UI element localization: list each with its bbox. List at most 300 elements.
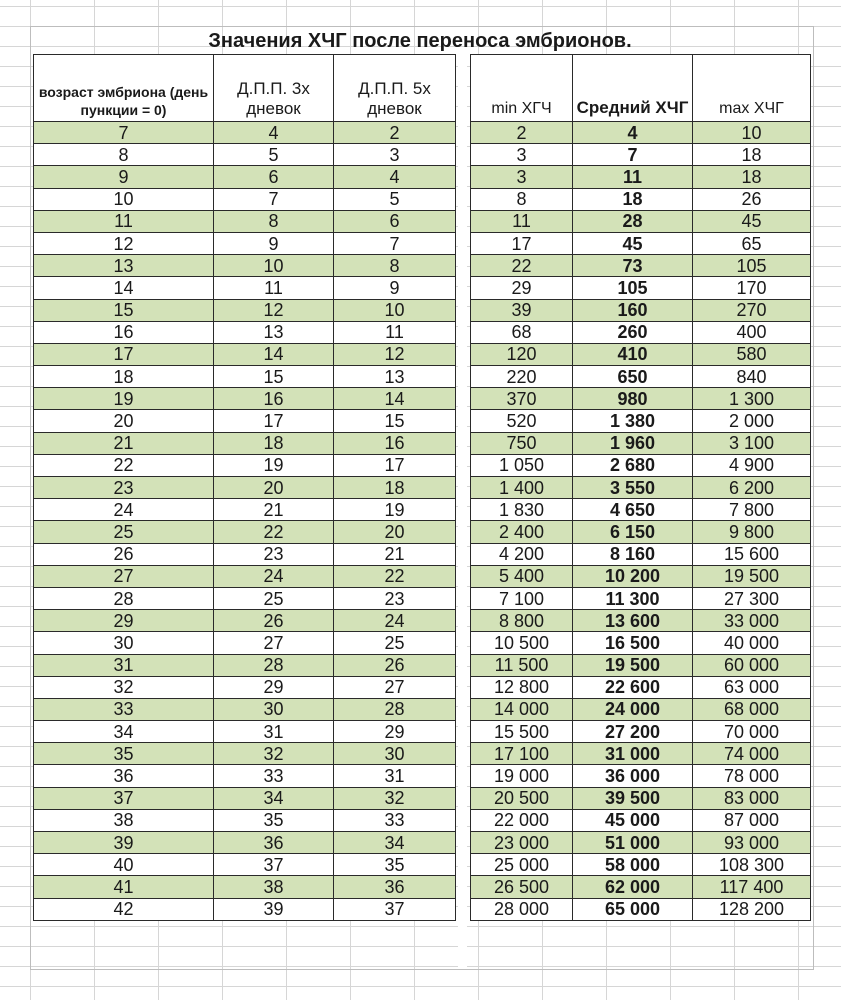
cell-min-hcg[interactable]: 1 400 (471, 477, 573, 499)
cell-dpp-5day[interactable]: 31 (334, 765, 456, 787)
table-row[interactable] (471, 587, 811, 609)
cell-min-hcg[interactable]: 370 (471, 388, 573, 410)
cell-dpp-3day[interactable]: 32 (214, 743, 334, 765)
cell-dpp-3day[interactable]: 21 (214, 499, 334, 521)
cell-dpp-3day[interactable]: 38 (214, 876, 334, 898)
cell-embryo-age[interactable]: 25 (34, 521, 214, 543)
cell-embryo-age[interactable]: 41 (34, 876, 214, 898)
cell-embryo-age[interactable]: 30 (34, 632, 214, 654)
cell-embryo-age[interactable]: 14 (34, 277, 214, 299)
cell-min-hcg[interactable]: 750 (471, 432, 573, 454)
cell-mean-hcg[interactable]: 27 200 (573, 721, 693, 743)
cell-max-hcg[interactable]: 83 000 (693, 787, 811, 809)
cell-dpp-3day[interactable]: 35 (214, 809, 334, 831)
table-row[interactable] (471, 876, 811, 898)
cell-max-hcg[interactable]: 2 000 (693, 410, 811, 432)
cell-min-hcg[interactable]: 68 (471, 321, 573, 343)
cell-dpp-3day[interactable]: 33 (214, 765, 334, 787)
table-row[interactable] (471, 454, 811, 476)
cell-dpp-5day[interactable]: 32 (334, 787, 456, 809)
header-embryo-age[interactable]: возраст эмбриона (день пункции = 0) (34, 55, 214, 122)
cell-max-hcg[interactable]: 840 (693, 366, 811, 388)
table-row[interactable] (34, 432, 456, 454)
table-row[interactable] (34, 388, 456, 410)
cell-max-hcg[interactable]: 1 300 (693, 388, 811, 410)
cell-dpp-5day[interactable]: 17 (334, 454, 456, 476)
cell-max-hcg[interactable]: 4 900 (693, 454, 811, 476)
cell-mean-hcg[interactable]: 980 (573, 388, 693, 410)
cell-mean-hcg[interactable]: 22 600 (573, 676, 693, 698)
table-row[interactable] (34, 632, 456, 654)
cell-dpp-5day[interactable]: 37 (334, 898, 456, 920)
column-gap (458, 54, 467, 968)
cell-mean-hcg[interactable]: 4 (573, 122, 693, 144)
table-row[interactable] (34, 521, 456, 543)
header-dpp-3day[interactable]: Д.П.П. 3х дневок (214, 55, 334, 122)
cell-max-hcg[interactable]: 78 000 (693, 765, 811, 787)
cell-mean-hcg[interactable]: 39 500 (573, 787, 693, 809)
cell-dpp-5day[interactable]: 9 (334, 277, 456, 299)
cell-min-hcg[interactable]: 39 (471, 299, 573, 321)
cell-max-hcg[interactable]: 15 600 (693, 543, 811, 565)
table-row[interactable] (471, 432, 811, 454)
cell-dpp-5day[interactable]: 23 (334, 587, 456, 609)
cell-embryo-age[interactable]: 23 (34, 477, 214, 499)
table-row[interactable] (471, 832, 811, 854)
cell-min-hcg[interactable]: 29 (471, 277, 573, 299)
cell-min-hcg[interactable]: 3 (471, 144, 573, 166)
cell-embryo-age[interactable]: 24 (34, 499, 214, 521)
table-row[interactable] (34, 188, 456, 210)
cell-dpp-3day[interactable]: 31 (214, 721, 334, 743)
cell-min-hcg[interactable]: 25 000 (471, 854, 573, 876)
cell-dpp-5day[interactable]: 6 (334, 210, 456, 232)
table-row[interactable] (34, 698, 456, 720)
cell-max-hcg[interactable]: 18 (693, 166, 811, 188)
cell-embryo-age[interactable]: 22 (34, 454, 214, 476)
cell-dpp-3day[interactable]: 39 (214, 898, 334, 920)
table-row[interactable] (471, 232, 811, 254)
table-row[interactable] (34, 366, 456, 388)
cell-dpp-3day[interactable]: 10 (214, 255, 334, 277)
cell-min-hcg[interactable]: 2 400 (471, 521, 573, 543)
cell-dpp-5day[interactable]: 11 (334, 321, 456, 343)
cell-max-hcg[interactable]: 45 (693, 210, 811, 232)
cell-mean-hcg[interactable]: 45 (573, 232, 693, 254)
table-row[interactable] (34, 343, 456, 365)
cell-min-hcg[interactable]: 3 (471, 166, 573, 188)
cell-dpp-3day[interactable]: 37 (214, 854, 334, 876)
table-row[interactable] (34, 721, 456, 743)
cell-embryo-age[interactable]: 33 (34, 698, 214, 720)
cell-min-hcg[interactable]: 7 100 (471, 587, 573, 609)
cell-mean-hcg[interactable]: 11 (573, 166, 693, 188)
cell-embryo-age[interactable]: 20 (34, 410, 214, 432)
table-row[interactable] (34, 809, 456, 831)
table-row[interactable] (34, 410, 456, 432)
cell-embryo-age[interactable]: 10 (34, 188, 214, 210)
table-row[interactable] (471, 898, 811, 920)
cell-min-hcg[interactable]: 12 800 (471, 676, 573, 698)
cell-max-hcg[interactable]: 10 (693, 122, 811, 144)
cell-max-hcg[interactable]: 65 (693, 232, 811, 254)
page-title: Значения ХЧГ после переноса эмбрионов. (208, 30, 632, 52)
cell-mean-hcg[interactable]: 11 300 (573, 587, 693, 609)
cell-mean-hcg[interactable]: 31 000 (573, 743, 693, 765)
table-row[interactable] (471, 166, 811, 188)
table-row[interactable] (471, 787, 811, 809)
cell-min-hcg[interactable]: 8 800 (471, 610, 573, 632)
cell-max-hcg[interactable]: 87 000 (693, 809, 811, 831)
cell-max-hcg[interactable]: 580 (693, 343, 811, 365)
cell-min-hcg[interactable]: 11 (471, 210, 573, 232)
cell-dpp-3day[interactable]: 18 (214, 432, 334, 454)
cell-dpp-5day[interactable]: 15 (334, 410, 456, 432)
cell-min-hcg[interactable]: 26 500 (471, 876, 573, 898)
cell-dpp-5day[interactable]: 24 (334, 610, 456, 632)
table-row[interactable] (34, 454, 456, 476)
table-row[interactable] (471, 543, 811, 565)
cell-max-hcg[interactable]: 105 (693, 255, 811, 277)
cell-dpp-5day[interactable]: 13 (334, 366, 456, 388)
cell-dpp-5day[interactable]: 18 (334, 477, 456, 499)
cell-dpp-5day[interactable]: 8 (334, 255, 456, 277)
cell-max-hcg[interactable]: 40 000 (693, 632, 811, 654)
table-row[interactable] (471, 321, 811, 343)
table-row[interactable] (34, 277, 456, 299)
cell-mean-hcg[interactable]: 2 680 (573, 454, 693, 476)
table-row[interactable] (471, 765, 811, 787)
table-row[interactable] (34, 587, 456, 609)
cell-dpp-5day[interactable]: 7 (334, 232, 456, 254)
cell-mean-hcg[interactable]: 7 (573, 144, 693, 166)
header-max-hcg[interactable]: max ХЧГ (693, 55, 811, 122)
cell-max-hcg[interactable]: 26 (693, 188, 811, 210)
table-row[interactable] (471, 698, 811, 720)
cell-max-hcg[interactable]: 18 (693, 144, 811, 166)
cell-mean-hcg[interactable]: 13 600 (573, 610, 693, 632)
cell-max-hcg[interactable]: 128 200 (693, 898, 811, 920)
cell-dpp-3day[interactable]: 13 (214, 321, 334, 343)
left-header-row (34, 55, 456, 122)
cell-mean-hcg[interactable]: 28 (573, 210, 693, 232)
table-row[interactable] (471, 122, 811, 144)
table-row[interactable] (34, 676, 456, 698)
table-row[interactable] (471, 499, 811, 521)
cell-max-hcg[interactable]: 68 000 (693, 698, 811, 720)
cell-dpp-3day[interactable]: 22 (214, 521, 334, 543)
cell-embryo-age[interactable]: 19 (34, 388, 214, 410)
cell-min-hcg[interactable]: 20 500 (471, 787, 573, 809)
table-row[interactable] (471, 410, 811, 432)
table-row[interactable] (471, 366, 811, 388)
cell-dpp-5day[interactable]: 21 (334, 543, 456, 565)
table-row[interactable] (471, 144, 811, 166)
cell-dpp-3day[interactable]: 36 (214, 832, 334, 854)
cell-mean-hcg[interactable]: 58 000 (573, 854, 693, 876)
cell-dpp-3day[interactable]: 25 (214, 587, 334, 609)
cell-mean-hcg[interactable]: 160 (573, 299, 693, 321)
cell-dpp-5day[interactable]: 35 (334, 854, 456, 876)
cell-dpp-3day[interactable]: 19 (214, 454, 334, 476)
cell-dpp-3day[interactable]: 14 (214, 343, 334, 365)
table-row[interactable] (471, 610, 811, 632)
cell-max-hcg[interactable]: 6 200 (693, 477, 811, 499)
table-row[interactable] (471, 521, 811, 543)
cell-max-hcg[interactable]: 93 000 (693, 832, 811, 854)
cell-embryo-age[interactable]: 39 (34, 832, 214, 854)
cell-embryo-age[interactable]: 7 (34, 122, 214, 144)
table-row[interactable] (471, 743, 811, 765)
cell-embryo-age[interactable]: 32 (34, 676, 214, 698)
header-min-hcg[interactable]: min ХГЧ (471, 55, 573, 122)
cell-dpp-3day[interactable]: 4 (214, 122, 334, 144)
cell-dpp-3day[interactable]: 26 (214, 610, 334, 632)
cell-mean-hcg[interactable]: 260 (573, 321, 693, 343)
table-row[interactable] (34, 122, 456, 144)
cell-dpp-5day[interactable]: 20 (334, 521, 456, 543)
cell-min-hcg[interactable]: 4 200 (471, 543, 573, 565)
cell-min-hcg[interactable]: 22 (471, 255, 573, 277)
cell-min-hcg[interactable]: 220 (471, 366, 573, 388)
table-row[interactable] (34, 565, 456, 587)
table-row[interactable] (34, 255, 456, 277)
table-row[interactable] (34, 876, 456, 898)
cell-dpp-3day[interactable]: 17 (214, 410, 334, 432)
cell-min-hcg[interactable]: 8 (471, 188, 573, 210)
cell-embryo-age[interactable]: 13 (34, 255, 214, 277)
cell-max-hcg[interactable]: 60 000 (693, 654, 811, 676)
cell-dpp-3day[interactable]: 27 (214, 632, 334, 654)
table-row[interactable] (471, 721, 811, 743)
cell-dpp-5day[interactable]: 16 (334, 432, 456, 454)
hcg-values-table (470, 54, 811, 921)
table-row[interactable] (34, 787, 456, 809)
table-row[interactable] (34, 543, 456, 565)
cell-max-hcg[interactable]: 19 500 (693, 565, 811, 587)
cell-embryo-age[interactable]: 8 (34, 144, 214, 166)
cell-dpp-3day[interactable]: 12 (214, 299, 334, 321)
cell-dpp-5day[interactable]: 33 (334, 809, 456, 831)
cell-min-hcg[interactable]: 5 400 (471, 565, 573, 587)
table-row[interactable] (471, 654, 811, 676)
table-row[interactable] (471, 188, 811, 210)
table-row[interactable] (471, 255, 811, 277)
cell-embryo-age[interactable]: 28 (34, 587, 214, 609)
left-table-body (34, 122, 456, 921)
cell-embryo-age[interactable]: 36 (34, 765, 214, 787)
cell-mean-hcg[interactable]: 3 550 (573, 477, 693, 499)
table-row[interactable] (471, 632, 811, 654)
cell-min-hcg[interactable]: 28 000 (471, 898, 573, 920)
cell-mean-hcg[interactable]: 36 000 (573, 765, 693, 787)
cell-min-hcg[interactable]: 1 830 (471, 499, 573, 521)
cell-dpp-3day[interactable]: 8 (214, 210, 334, 232)
cell-max-hcg[interactable]: 170 (693, 277, 811, 299)
table-row[interactable] (471, 565, 811, 587)
cell-max-hcg[interactable]: 74 000 (693, 743, 811, 765)
cell-mean-hcg[interactable]: 19 500 (573, 654, 693, 676)
cell-embryo-age[interactable]: 38 (34, 809, 214, 831)
cell-dpp-5day[interactable]: 12 (334, 343, 456, 365)
table-row[interactable] (471, 343, 811, 365)
cell-embryo-age[interactable]: 37 (34, 787, 214, 809)
table-row[interactable] (34, 743, 456, 765)
cell-embryo-age[interactable]: 11 (34, 210, 214, 232)
cell-dpp-3day[interactable]: 20 (214, 477, 334, 499)
cell-mean-hcg[interactable]: 105 (573, 277, 693, 299)
cell-embryo-age[interactable]: 15 (34, 299, 214, 321)
cell-max-hcg[interactable]: 33 000 (693, 610, 811, 632)
cell-max-hcg[interactable]: 270 (693, 299, 811, 321)
table-row[interactable] (34, 477, 456, 499)
table-row[interactable] (34, 210, 456, 232)
cell-mean-hcg[interactable]: 24 000 (573, 698, 693, 720)
cell-embryo-age[interactable]: 35 (34, 743, 214, 765)
cell-mean-hcg[interactable]: 1 960 (573, 432, 693, 454)
cell-dpp-3day[interactable]: 16 (214, 388, 334, 410)
cell-max-hcg[interactable]: 108 300 (693, 854, 811, 876)
table-row[interactable] (471, 210, 811, 232)
table-row[interactable] (471, 477, 811, 499)
cell-max-hcg[interactable]: 70 000 (693, 721, 811, 743)
cell-dpp-5day[interactable]: 5 (334, 188, 456, 210)
cell-dpp-3day[interactable]: 6 (214, 166, 334, 188)
cell-dpp-3day[interactable]: 9 (214, 232, 334, 254)
cell-dpp-3day[interactable]: 15 (214, 366, 334, 388)
cell-mean-hcg[interactable]: 62 000 (573, 876, 693, 898)
cell-min-hcg[interactable]: 11 500 (471, 654, 573, 676)
cell-dpp-5day[interactable]: 4 (334, 166, 456, 188)
cell-mean-hcg[interactable]: 1 380 (573, 410, 693, 432)
cell-dpp-3day[interactable]: 24 (214, 565, 334, 587)
cell-min-hcg[interactable]: 22 000 (471, 809, 573, 831)
cell-dpp-5day[interactable]: 22 (334, 565, 456, 587)
cell-mean-hcg[interactable]: 6 150 (573, 521, 693, 543)
cell-embryo-age[interactable]: 40 (34, 854, 214, 876)
cell-mean-hcg[interactable]: 16 500 (573, 632, 693, 654)
header-dpp-5day[interactable]: Д.П.П. 5х дневок (334, 55, 456, 122)
cell-min-hcg[interactable]: 2 (471, 122, 573, 144)
cell-dpp-5day[interactable]: 25 (334, 632, 456, 654)
cell-max-hcg[interactable]: 7 800 (693, 499, 811, 521)
cell-mean-hcg[interactable]: 410 (573, 343, 693, 365)
cell-embryo-age[interactable]: 18 (34, 366, 214, 388)
header-mean-hcg[interactable]: Средний ХЧГ (573, 55, 693, 122)
cell-max-hcg[interactable]: 27 300 (693, 587, 811, 609)
cell-dpp-3day[interactable]: 5 (214, 144, 334, 166)
table-row[interactable] (34, 854, 456, 876)
cell-dpp-5day[interactable]: 2 (334, 122, 456, 144)
cell-dpp-5day[interactable]: 19 (334, 499, 456, 521)
cell-max-hcg[interactable]: 400 (693, 321, 811, 343)
cell-mean-hcg[interactable]: 4 650 (573, 499, 693, 521)
right-header-row (471, 55, 811, 122)
cell-dpp-5day[interactable]: 34 (334, 832, 456, 854)
table-row[interactable] (471, 676, 811, 698)
cell-dpp-5day[interactable]: 14 (334, 388, 456, 410)
cell-dpp-3day[interactable]: 34 (214, 787, 334, 809)
cell-dpp-3day[interactable]: 7 (214, 188, 334, 210)
cell-dpp-5day[interactable]: 3 (334, 144, 456, 166)
cell-dpp-5day[interactable]: 28 (334, 698, 456, 720)
cell-dpp-5day[interactable]: 26 (334, 654, 456, 676)
table-row[interactable] (34, 321, 456, 343)
cell-mean-hcg[interactable]: 10 200 (573, 565, 693, 587)
table-row[interactable] (34, 299, 456, 321)
cell-embryo-age[interactable]: 12 (34, 232, 214, 254)
table-row[interactable] (471, 277, 811, 299)
cell-min-hcg[interactable]: 19 000 (471, 765, 573, 787)
table-row[interactable] (34, 765, 456, 787)
table-row[interactable] (34, 232, 456, 254)
table-row[interactable] (471, 809, 811, 831)
cell-mean-hcg[interactable]: 650 (573, 366, 693, 388)
cell-embryo-age[interactable]: 42 (34, 898, 214, 920)
cell-min-hcg[interactable]: 120 (471, 343, 573, 365)
cell-dpp-5day[interactable]: 30 (334, 743, 456, 765)
table-row[interactable] (34, 610, 456, 632)
cell-embryo-age[interactable]: 31 (34, 654, 214, 676)
table-row[interactable] (471, 299, 811, 321)
cell-dpp-5day[interactable]: 10 (334, 299, 456, 321)
table-row[interactable] (471, 854, 811, 876)
cell-mean-hcg[interactable]: 73 (573, 255, 693, 277)
table-row[interactable] (34, 144, 456, 166)
cell-min-hcg[interactable]: 520 (471, 410, 573, 432)
table-row[interactable] (34, 499, 456, 521)
table-row[interactable] (471, 388, 811, 410)
cell-dpp-3day[interactable]: 29 (214, 676, 334, 698)
cell-embryo-age[interactable]: 34 (34, 721, 214, 743)
cell-min-hcg[interactable]: 17 (471, 232, 573, 254)
cell-max-hcg[interactable]: 117 400 (693, 876, 811, 898)
cell-dpp-5day[interactable]: 36 (334, 876, 456, 898)
cell-max-hcg[interactable]: 9 800 (693, 521, 811, 543)
cell-min-hcg[interactable]: 23 000 (471, 832, 573, 854)
cell-dpp-3day[interactable]: 23 (214, 543, 334, 565)
cell-min-hcg[interactable]: 1 050 (471, 454, 573, 476)
cell-embryo-age[interactable]: 9 (34, 166, 214, 188)
cell-mean-hcg[interactable]: 65 000 (573, 898, 693, 920)
table-row[interactable] (34, 166, 456, 188)
cell-mean-hcg[interactable]: 45 000 (573, 809, 693, 831)
cell-min-hcg[interactable]: 15 500 (471, 721, 573, 743)
cell-min-hcg[interactable]: 10 500 (471, 632, 573, 654)
cell-mean-hcg[interactable]: 18 (573, 188, 693, 210)
cell-min-hcg[interactable]: 14 000 (471, 698, 573, 720)
cell-embryo-age[interactable]: 21 (34, 432, 214, 454)
cell-max-hcg[interactable]: 3 100 (693, 432, 811, 454)
cell-dpp-3day[interactable]: 30 (214, 698, 334, 720)
cell-mean-hcg[interactable]: 8 160 (573, 543, 693, 565)
cell-embryo-age[interactable]: 16 (34, 321, 214, 343)
cell-embryo-age[interactable]: 27 (34, 565, 214, 587)
cell-dpp-5day[interactable]: 27 (334, 676, 456, 698)
cell-embryo-age[interactable]: 17 (34, 343, 214, 365)
cell-dpp-3day[interactable]: 11 (214, 277, 334, 299)
cell-embryo-age[interactable]: 26 (34, 543, 214, 565)
table-row[interactable] (34, 654, 456, 676)
cell-max-hcg[interactable]: 63 000 (693, 676, 811, 698)
cell-min-hcg[interactable]: 17 100 (471, 743, 573, 765)
cell-dpp-5day[interactable]: 29 (334, 721, 456, 743)
table-row[interactable] (34, 898, 456, 920)
cell-embryo-age[interactable]: 29 (34, 610, 214, 632)
table-row[interactable] (34, 832, 456, 854)
cell-dpp-3day[interactable]: 28 (214, 654, 334, 676)
cell-mean-hcg[interactable]: 51 000 (573, 832, 693, 854)
